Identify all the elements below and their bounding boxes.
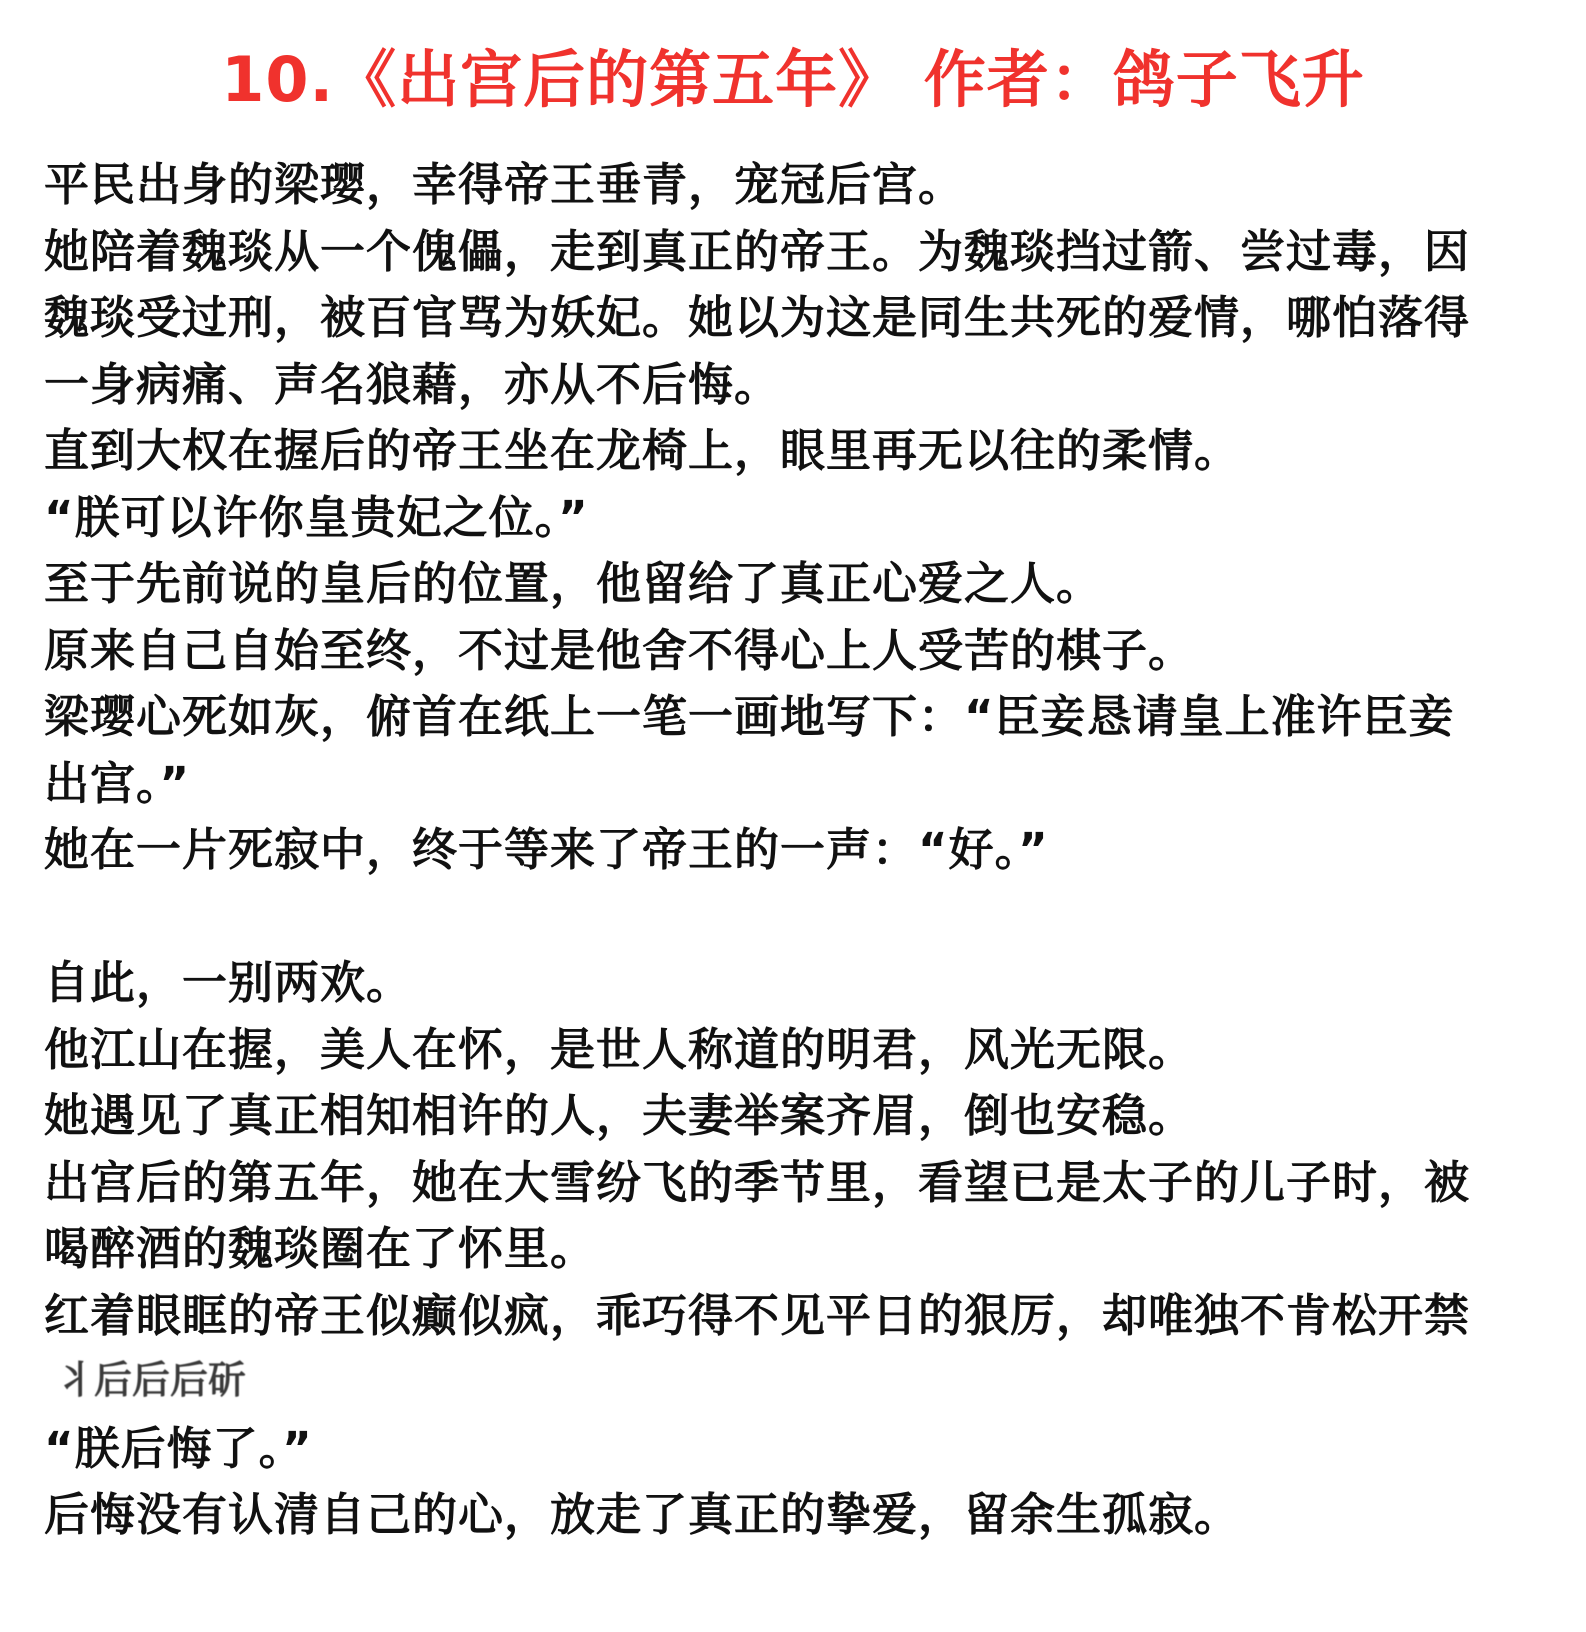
paragraph-line: 魏琰受过刑，被百官骂为妖妃。她以为这是同生共死的爱情，哪怕落得 xyxy=(44,291,1471,344)
paragraph-spacer xyxy=(44,884,1554,951)
paragraph-line: 她遇见了真正相知相许的人，夫妻举案齐眉，倒也安稳。 xyxy=(44,1089,1195,1142)
paragraph-line: 后悔没有认清自己的心，放走了真正的挚爱，留余生孤寂。 xyxy=(44,1488,1241,1541)
paragraph-line: 喝醉酒的魏琰圈在了怀里。 xyxy=(44,1222,597,1275)
paragraph-line: 自此，一别两欢。 xyxy=(44,956,413,1009)
paragraph-line: 平民出身的梁璎，幸得帝王垂青，宠冠后宫。 xyxy=(44,158,965,211)
page-title: 10.《出宫后的第五年》 作者：鸽子飞升 xyxy=(221,43,1365,116)
paragraph-line: “朕后悔了。” xyxy=(44,1421,313,1475)
paragraph-line: 她陪着魏琰从一个傀儡，走到真正的帝王。为魏琰挡过箭、尝过毒，因 xyxy=(44,224,1471,278)
paragraph-line: 梁璎心死如灰，俯首在纸上一笔一画地写下：“臣妾恳请皇上准许臣妾 xyxy=(44,690,1455,743)
paragraph-line: 红着眼眶的帝王似癫似疯，乖巧得不见平日的狠厉，却唯独不肯松开禁 xyxy=(44,1288,1471,1342)
body-text xyxy=(44,152,1554,1549)
paragraph-line: 出宫后的第五年，她在大雪纷飞的季节里，看望已是太子的儿子时，被 xyxy=(44,1155,1471,1209)
paragraph-line: 她在一片死寂中，终于等来了帝王的一声：“好。” xyxy=(44,823,1049,876)
garbled-line xyxy=(44,1349,1554,1416)
paragraph-line: 他江山在握，美人在怀，是世人称道的明君，风光无限。 xyxy=(44,1022,1195,1076)
paragraph-line: 出宫。” xyxy=(44,756,191,810)
paragraph-line: “朕可以许你皇贵妃之位。” xyxy=(44,490,589,544)
paragraph-line: 一身病痛、声名狼藉，亦从不后悔。 xyxy=(44,357,781,411)
paragraph-line: 原来自己自始至终，不过是他舍不得心上人受苦的棋子。 xyxy=(44,623,1195,677)
paragraph-line: 直到大权在握后的帝王坐在龙椅上，眼里再无以往的柔情。 xyxy=(44,424,1241,477)
garbled-text-fragment: 丬后后后斫 xyxy=(44,1347,252,1414)
paragraph-line: 至于先前说的皇后的位置，他留给了真正心爱之人。 xyxy=(44,557,1103,610)
